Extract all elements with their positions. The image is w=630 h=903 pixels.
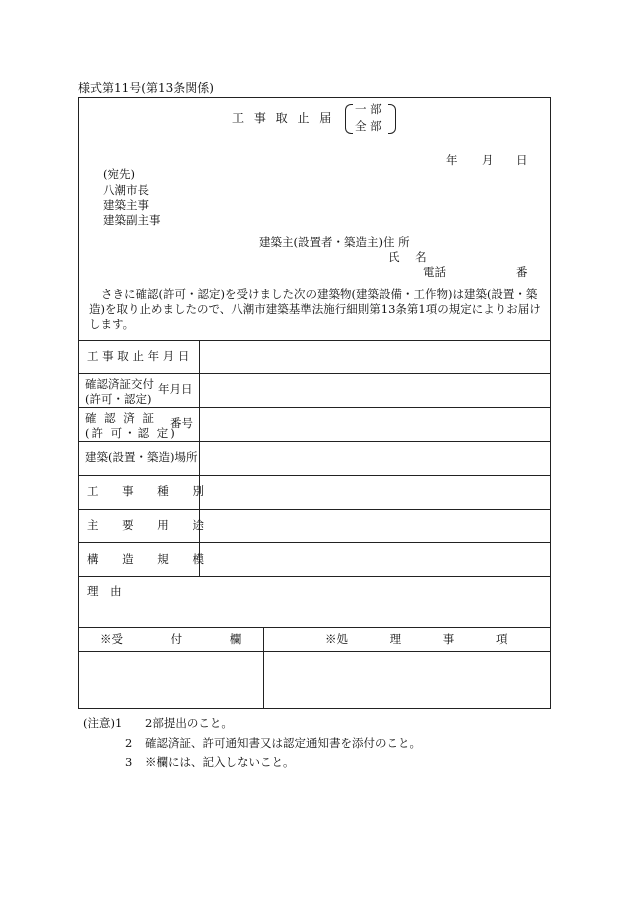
row-label-certificate-bottom: (許 可・認 定) [85,425,177,440]
processing-header: ※処 理 事 項 [325,632,508,646]
applicant-name-label: 氏 名 [388,250,433,264]
row-label-issue-date [85,377,154,407]
receipt-column-divider [263,627,264,709]
row-label-main-use: 主 要 用 途 [87,518,214,532]
row-label-certificate-top: 確 認 済 証 [85,411,156,425]
row-label-issue-date-bottom: (許可・認定) [85,391,152,406]
table-line [78,441,551,442]
table-line [78,373,551,374]
table-line [78,542,551,543]
date-day-label: 日 [516,153,528,167]
row-label-stop-date: 工 事 取 止 年 月 日 [87,349,190,363]
label-column-divider [199,340,200,576]
table-line [78,509,551,510]
table-line [78,576,551,577]
title-option-full: 全 部 [355,119,382,133]
addressee-building-official: 建築主事 [103,198,149,212]
date-year-label: 年 [446,153,458,167]
row-label-issue-date-suffix: 年月日 [158,382,193,396]
row-label-work-type: 工 事 種 別 [87,484,214,498]
table-line [78,407,551,408]
table-line [78,340,551,341]
title-bracket-left [345,104,353,134]
row-label-certificate-number [85,411,177,441]
applicant-phone-suffix: 番 [516,265,528,279]
receipt-header: ※受 付 欄 [100,632,242,646]
table-line [78,627,551,628]
row-label-certificate-suffix: 番号 [170,416,193,430]
table-line [78,651,551,652]
note-1: 2部提出のこと。 [145,716,233,730]
note-3: ※欄には、記入しないこと。 [145,755,295,769]
title-bracket-right [388,104,396,134]
applicant-address-label: 建築主(設置者・築造主)住 所 [259,235,410,249]
date-month-label: 月 [482,153,494,167]
table-line [78,475,551,476]
row-label-issue-date-top: 確認済証交付 [85,377,154,391]
note-2-number: 2 [125,736,133,750]
note-3-number: 3 [125,755,133,769]
row-label-structure-scale: 構 造 規 模 [87,552,214,566]
form-number: 様式第11号(第13条関係) [78,81,214,95]
declaration-text: さきに確認(許可・認定)を受けました次の建築物(建築設備・工作物)は建築(設置・築造)を取り止めましたので、八潮市建築基準法施行細則第13条第1項の規定によりお届けします。 [89,287,541,331]
form-title: 工 事 取 止 届 [232,111,335,125]
addressee-deputy-official: 建築副主事 [103,213,161,227]
row-label-location: 建築(設置・築造)場所 [85,450,198,464]
title-option-partial: 一 部 [355,102,382,116]
row-label-reason: 理 由 [87,584,126,598]
note-2: 確認済証、許可通知書又は認定通知書を添付のこと。 [145,736,421,750]
notes-prefix: (注意)1 [83,716,123,730]
addressee-prefix: (宛先) [103,167,135,181]
applicant-phone-label: 電話 [423,265,446,279]
addressee-mayor: 八潮市長 [103,183,149,197]
